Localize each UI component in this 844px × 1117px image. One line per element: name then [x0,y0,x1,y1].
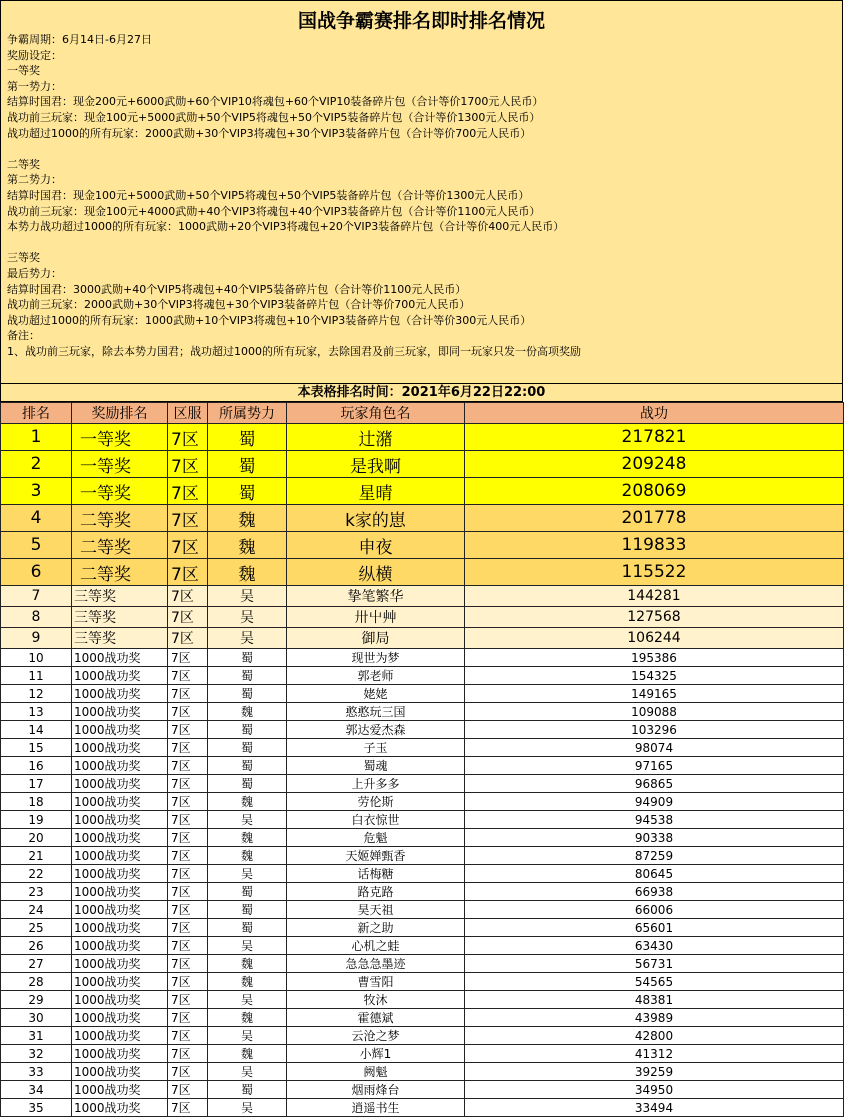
cell-zone: 7区 [168,883,208,901]
cell-player-name: 蜀魂 [287,757,465,775]
cell-rank: 9 [1,628,72,649]
cell-merit: 54565 [465,973,844,991]
notice-line: 战功前三玩家：现金100元+5000武勋+50个VIP5将魂包+50个VIP5装备碎片包（合计等价1300元人民币） [7,110,541,124]
cell-faction: 吴 [208,607,287,628]
cell-zone: 7区 [168,1027,208,1045]
notice-line: 最后势力： [7,266,62,280]
cell-faction: 魏 [208,1009,287,1027]
table-row [1,649,844,667]
cell-rank: 17 [1,775,72,793]
cell-player-name: 牧沐 [287,991,465,1009]
cell-faction: 蜀 [208,424,287,451]
cell-faction: 吴 [208,1063,287,1081]
cell-award: 1000战功奖 [72,955,168,973]
cell-zone: 7区 [168,793,208,811]
cell-zone: 7区 [168,685,208,703]
cell-merit: 209248 [465,451,844,478]
cell-rank: 1 [1,424,72,451]
cell-rank: 32 [1,1045,72,1063]
table-row [1,607,844,628]
cell-faction: 吴 [208,628,287,649]
cell-faction: 蜀 [208,1081,287,1099]
cell-faction: 魏 [208,1045,287,1063]
cell-faction: 吴 [208,811,287,829]
cell-player-name: 新之助 [287,919,465,937]
cell-merit: 43989 [465,1009,844,1027]
cell-award: 1000战功奖 [72,667,168,685]
cell-faction: 吴 [208,586,287,607]
cell-rank: 4 [1,505,72,532]
cell-zone: 7区 [168,478,208,505]
notice-panel [0,0,843,383]
notice-line: 本势力战功超过1000的所有玩家：1000武勋+20个VIP3将魂包+20个VIP3装备碎片包（合计等价400元人民币） [7,220,565,234]
notice-line: 争霸周期：6月14日-6月27日 [7,33,152,46]
cell-merit: 41312 [465,1045,844,1063]
cell-merit: 33494 [465,1099,844,1117]
cell-rank: 31 [1,1027,72,1045]
notice-line: 战功超过1000的所有玩家：2000武勋+30个VIP3将魂包+30个VIP3装备碎片包（合计等价700元人民币） [7,126,532,140]
notice-line: 奖励设定： [7,48,62,62]
table-row [1,901,844,919]
cell-award: 一等奖 [72,478,168,505]
table-row [1,1099,844,1117]
ranking-table [0,402,844,1117]
cell-player-name: 郭达爱杰森 [287,721,465,739]
table-row [1,628,844,649]
cell-faction: 魏 [208,505,287,532]
cell-faction: 魏 [208,793,287,811]
cell-merit: 98074 [465,739,844,757]
cell-player-name: 路克路 [287,883,465,901]
cell-merit: 90338 [465,829,844,847]
cell-faction: 魏 [208,973,287,991]
cell-player-name: 是我啊 [287,451,465,478]
cell-zone: 7区 [168,607,208,628]
table-row [1,685,844,703]
cell-player-name: 郭老师 [287,667,465,685]
cell-award: 一等奖 [72,451,168,478]
cell-award: 1000战功奖 [72,919,168,937]
cell-award: 1000战功奖 [72,865,168,883]
cell-merit: 106244 [465,628,844,649]
cell-rank: 10 [1,649,72,667]
header-merit: 战功 [465,403,844,424]
cell-player-name: 上升多多 [287,775,465,793]
cell-zone: 7区 [168,829,208,847]
cell-zone: 7区 [168,649,208,667]
table-row [1,865,844,883]
cell-player-name: 子玉 [287,739,465,757]
cell-player-name: 星晴 [287,478,465,505]
cell-merit: 109088 [465,703,844,721]
header-rank: 排名 [1,403,72,424]
cell-rank: 12 [1,685,72,703]
cell-merit: 154325 [465,667,844,685]
cell-merit: 80645 [465,865,844,883]
table-row [1,847,844,865]
cell-award: 一等奖 [72,424,168,451]
cell-faction: 吴 [208,1099,287,1117]
cell-rank: 16 [1,757,72,775]
cell-rank: 26 [1,937,72,955]
cell-player-name: 急急急墨迹 [287,955,465,973]
cell-player-name: 云沧之梦 [287,1027,465,1045]
cell-player-name: k家的崽 [287,505,465,532]
cell-rank: 21 [1,847,72,865]
cell-merit: 144281 [465,586,844,607]
cell-zone: 7区 [168,775,208,793]
notice-line [7,141,842,157]
cell-player-name: 话梅糖 [287,865,465,883]
cell-zone: 7区 [168,667,208,685]
table-row [1,811,844,829]
cell-merit: 94909 [465,793,844,811]
cell-rank: 20 [1,829,72,847]
cell-award: 1000战功奖 [72,775,168,793]
cell-rank: 8 [1,607,72,628]
table-row [1,955,844,973]
cell-rank: 19 [1,811,72,829]
cell-merit: 208069 [465,478,844,505]
cell-zone: 7区 [168,628,208,649]
cell-faction: 魏 [208,559,287,586]
notice-line: 战功超过1000的所有玩家：1000武勋+10个VIP3将魂包+10个VIP3装备碎片包（合计等价300元人民币） [7,313,532,327]
cell-faction: 魏 [208,829,287,847]
notice-line: 结算时国君：现金100元+5000武勋+50个VIP5将魂包+50个VIP5装备碎片包（合计等价1300元人民币） [7,188,530,202]
cell-merit: 56731 [465,955,844,973]
cell-player-name: 心机之蛙 [287,937,465,955]
cell-award: 1000战功奖 [72,1027,168,1045]
cell-award: 三等奖 [72,607,168,628]
cell-rank: 7 [1,586,72,607]
cell-rank: 6 [1,559,72,586]
cell-faction: 蜀 [208,721,287,739]
cell-player-name: 申夜 [287,532,465,559]
cell-faction: 吴 [208,937,287,955]
table-row [1,478,844,505]
cell-zone: 7区 [168,757,208,775]
cell-player-name: 纵横 [287,559,465,586]
header-faction: 所属势力 [208,403,287,424]
cell-award: 二等奖 [72,559,168,586]
cell-zone: 7区 [168,424,208,451]
cell-rank: 22 [1,865,72,883]
cell-merit: 119833 [465,532,844,559]
cell-zone: 7区 [168,586,208,607]
cell-faction: 蜀 [208,451,287,478]
cell-zone: 7区 [168,739,208,757]
notice-line: 结算时国君：3000武勋+40个VIP5将魂包+40个VIP5装备碎片包（合计等价1100元人民币） [7,282,467,296]
cell-rank: 34 [1,1081,72,1099]
cell-award: 1000战功奖 [72,739,168,757]
cell-zone: 7区 [168,703,208,721]
table-row [1,775,844,793]
cell-faction: 蜀 [208,685,287,703]
cell-zone: 7区 [168,1099,208,1117]
cell-merit: 103296 [465,721,844,739]
cell-rank: 13 [1,703,72,721]
cell-player-name: 昊天祖 [287,901,465,919]
cell-rank: 18 [1,793,72,811]
table-row [1,667,844,685]
cell-zone: 7区 [168,811,208,829]
cell-zone: 7区 [168,1081,208,1099]
cell-rank: 2 [1,451,72,478]
cell-merit: 217821 [465,424,844,451]
cell-merit: 201778 [465,505,844,532]
cell-faction: 蜀 [208,478,287,505]
cell-rank: 11 [1,667,72,685]
header-award: 奖励排名 [72,403,168,424]
table-row [1,559,844,586]
cell-rank: 29 [1,991,72,1009]
cell-player-name: 卅屮艸 [287,607,465,628]
cell-award: 1000战功奖 [72,793,168,811]
cell-award: 1000战功奖 [72,649,168,667]
cell-player-name: 御局 [287,628,465,649]
cell-merit: 127568 [465,607,844,628]
cell-zone: 7区 [168,532,208,559]
cell-player-name: 憨憨玩三国 [287,703,465,721]
table-row [1,451,844,478]
table-row [1,757,844,775]
cell-merit: 96865 [465,775,844,793]
table-row [1,829,844,847]
cell-merit: 34950 [465,1081,844,1099]
cell-faction: 吴 [208,1027,287,1045]
cell-merit: 63430 [465,937,844,955]
cell-faction: 吴 [208,991,287,1009]
cell-merit: 115522 [465,559,844,586]
notice-line: 战功前三玩家：现金100元+4000武勋+40个VIP3将魂包+40个VIP3装备碎片包（合计等价1100元人民币） [7,204,541,218]
cell-faction: 蜀 [208,775,287,793]
cell-player-name: 现世为梦 [287,649,465,667]
cell-award: 二等奖 [72,532,168,559]
cell-award: 1000战功奖 [72,703,168,721]
cell-zone: 7区 [168,559,208,586]
cell-merit: 149165 [465,685,844,703]
table-row [1,1027,844,1045]
cell-player-name: 烟雨烽台 [287,1081,465,1099]
page-title: 国战争霸赛排名即时排名情况 [297,10,545,32]
cell-zone: 7区 [168,1045,208,1063]
cell-merit: 94538 [465,811,844,829]
ranking-time-label: 本表格排名时间：2021年6月22日22:00 [0,383,843,402]
cell-player-name: 小辉1 [287,1045,465,1063]
cell-award: 1000战功奖 [72,757,168,775]
cell-rank: 28 [1,973,72,991]
cell-award: 1000战功奖 [72,1063,168,1081]
cell-rank: 23 [1,883,72,901]
table-row [1,937,844,955]
cell-player-name: 霍德斌 [287,1009,465,1027]
cell-zone: 7区 [168,991,208,1009]
cell-rank: 3 [1,478,72,505]
cell-rank: 27 [1,955,72,973]
cell-faction: 魏 [208,847,287,865]
cell-rank: 14 [1,721,72,739]
cell-rank: 33 [1,1063,72,1081]
cell-zone: 7区 [168,505,208,532]
table-row [1,973,844,991]
cell-player-name: 危魁 [287,829,465,847]
notice-line: 二等奖 [7,157,40,171]
table-row [1,721,844,739]
cell-rank: 24 [1,901,72,919]
cell-award: 三等奖 [72,586,168,607]
cell-faction: 吴 [208,865,287,883]
cell-zone: 7区 [168,901,208,919]
cell-faction: 蜀 [208,901,287,919]
cell-zone: 7区 [168,721,208,739]
table-row [1,1045,844,1063]
cell-player-name: 天姬婵甄香 [287,847,465,865]
notice-line: 第二势力： [7,173,62,187]
cell-zone: 7区 [168,865,208,883]
cell-award: 1000战功奖 [72,685,168,703]
notice-line [7,235,842,251]
cell-award: 1000战功奖 [72,973,168,991]
cell-merit: 66006 [465,901,844,919]
cell-faction: 蜀 [208,757,287,775]
cell-faction: 魏 [208,532,287,559]
cell-faction: 蜀 [208,883,287,901]
table-row [1,505,844,532]
cell-zone: 7区 [168,451,208,478]
cell-merit: 48381 [465,991,844,1009]
cell-award: 1000战功奖 [72,811,168,829]
cell-rank: 30 [1,1009,72,1027]
notice-line: 结算时国君：现金200元+6000武勋+60个VIP10将魂包+60个VIP10装备碎片包（合计等价1700元人民币） [7,95,544,109]
cell-faction: 蜀 [208,667,287,685]
cell-award: 1000战功奖 [72,991,168,1009]
cell-rank: 15 [1,739,72,757]
cell-player-name: 挚笔繁华 [287,586,465,607]
cell-zone: 7区 [168,1009,208,1027]
notice-line: 备注： [7,329,40,343]
cell-player-name: 曹雪阳 [287,973,465,991]
table-row [1,424,844,451]
notice-line: 战功前三玩家：2000武勋+30个VIP3将魂包+30个VIP3装备碎片包（合计等价700元人民币） [7,298,471,312]
table-row [1,532,844,559]
cell-merit: 97165 [465,757,844,775]
table-row [1,586,844,607]
cell-award: 1000战功奖 [72,1081,168,1099]
table-row [1,919,844,937]
cell-award: 1000战功奖 [72,883,168,901]
cell-award: 1000战功奖 [72,937,168,955]
cell-zone: 7区 [168,955,208,973]
cell-zone: 7区 [168,1063,208,1081]
cell-rank: 35 [1,1099,72,1117]
table-row [1,793,844,811]
table-row [1,1081,844,1099]
cell-faction: 蜀 [208,739,287,757]
cell-merit: 66938 [465,883,844,901]
cell-faction: 蜀 [208,649,287,667]
cell-award: 1000战功奖 [72,901,168,919]
notice-line: 三等奖 [7,251,40,265]
cell-merit: 65601 [465,919,844,937]
notice-lines [1,32,842,359]
table-row [1,991,844,1009]
notice-line: 1、战功前三玩家，除去本势力国君；战功超过1000的所有玩家，去除国君及前三玩家，即同一玩家只发一份高项奖励 [7,344,581,358]
cell-player-name: 姥姥 [287,685,465,703]
cell-faction: 魏 [208,703,287,721]
cell-faction: 魏 [208,955,287,973]
cell-rank: 25 [1,919,72,937]
cell-award: 三等奖 [72,628,168,649]
cell-award: 1000战功奖 [72,1009,168,1027]
table-row [1,1009,844,1027]
cell-player-name: 逍遥书生 [287,1099,465,1117]
notice-line: 一等奖 [7,64,40,78]
cell-award: 1000战功奖 [72,847,168,865]
table-row [1,739,844,757]
cell-player-name: 辻潴 [287,424,465,451]
table-row [1,883,844,901]
cell-player-name: 白衣惊世 [287,811,465,829]
cell-award: 1000战功奖 [72,721,168,739]
cell-player-name: 阙魁 [287,1063,465,1081]
table-row [1,1063,844,1081]
cell-award: 1000战功奖 [72,1099,168,1117]
cell-zone: 7区 [168,847,208,865]
table-row [1,703,844,721]
cell-merit: 39259 [465,1063,844,1081]
header-zone: 区服 [168,403,208,424]
cell-award: 1000战功奖 [72,829,168,847]
cell-zone: 7区 [168,937,208,955]
cell-player-name: 劳伦斯 [287,793,465,811]
cell-award: 二等奖 [72,505,168,532]
header-player-name: 玩家角色名 [287,403,465,424]
cell-zone: 7区 [168,919,208,937]
cell-merit: 42800 [465,1027,844,1045]
cell-faction: 蜀 [208,919,287,937]
cell-merit: 87259 [465,847,844,865]
cell-zone: 7区 [168,973,208,991]
table-header-row [1,403,844,424]
cell-rank: 5 [1,532,72,559]
notice-line: 第一势力： [7,79,62,93]
cell-merit: 195386 [465,649,844,667]
cell-award: 1000战功奖 [72,1045,168,1063]
